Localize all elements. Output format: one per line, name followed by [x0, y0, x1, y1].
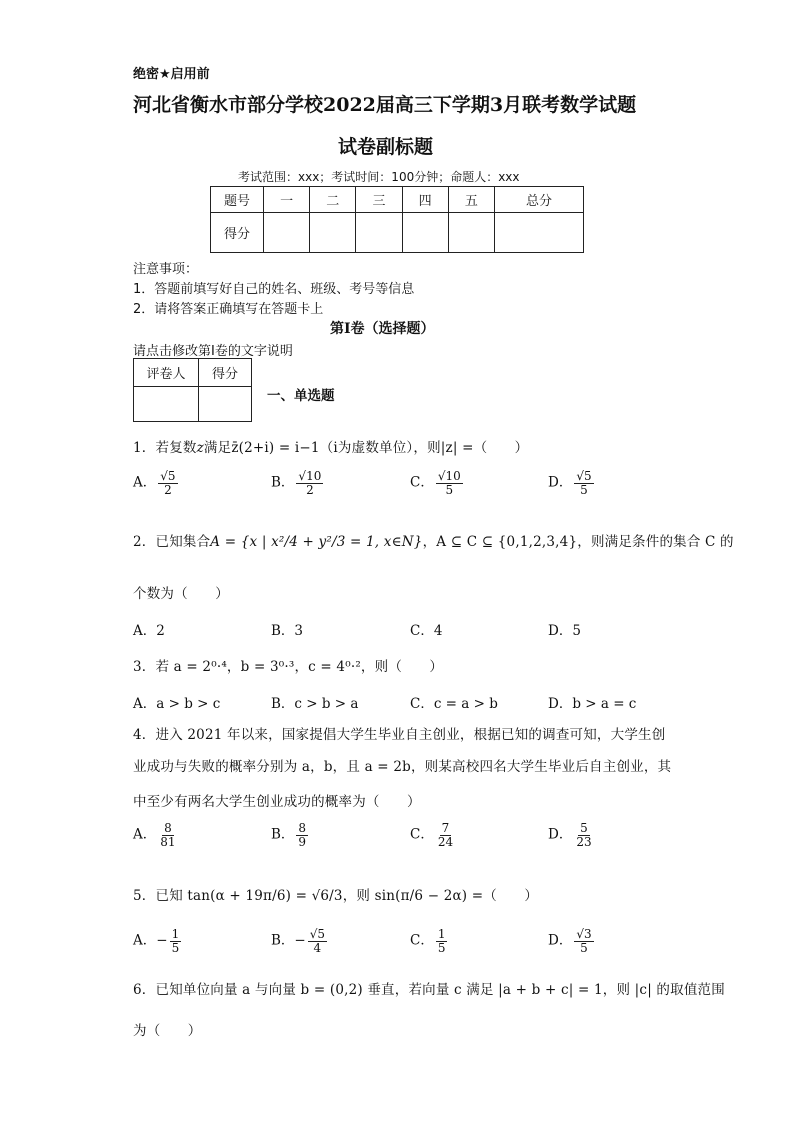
question-3: 3．若 a = 2⁰·⁴，b = 3⁰·³，c = 4⁰·²，则（ ）: [133, 659, 444, 675]
numerator: 5: [580, 821, 588, 835]
grader-label: 评卷人: [134, 359, 199, 387]
score-cell[interactable]: [448, 213, 494, 253]
score-table-header-cell: 总分: [494, 187, 583, 213]
score-table-header-cell: 四: [402, 187, 448, 213]
q2-text-2: ，A ⊆ C ⊆ {0,1,2,3,4}，则满足条件的集合 C 的: [422, 534, 734, 550]
numerator: √10: [437, 469, 461, 483]
q2-set-a: A = {x | x²/4 + y²/3 = 1, x∈N}: [210, 534, 423, 550]
score-row-label: 得分: [211, 213, 264, 253]
section-title: 第I卷（选择题）: [330, 321, 435, 337]
secret-label: 绝密★启用前: [133, 67, 210, 82]
q4-option-b[interactable]: [271, 822, 310, 848]
q5-option-b[interactable]: [271, 928, 329, 954]
q2-option-d[interactable]: D．5: [548, 623, 581, 639]
q1-option-d[interactable]: [548, 470, 596, 496]
numerator: 1: [437, 927, 446, 941]
option-label: D．: [548, 474, 573, 491]
q4-option-a[interactable]: [133, 822, 180, 848]
q5-option-c[interactable]: [410, 928, 449, 954]
q2-text-1: 2．已知集合: [133, 534, 211, 550]
q1-text-3: z̄(2+i) = i−1（i为虚数单位），则|z| =（ ）: [231, 440, 529, 456]
option-label: B．: [271, 474, 295, 491]
option-label: D．: [548, 826, 573, 843]
option-label: D．: [548, 932, 573, 949]
numerator: 8: [298, 821, 307, 835]
option-label: A．−: [133, 932, 168, 949]
exam-subtitle: 试卷副标题: [338, 136, 434, 158]
q2-option-a[interactable]: A．2: [133, 623, 165, 639]
q4-option-d[interactable]: [548, 822, 596, 848]
denominator: 2: [306, 482, 314, 497]
fraction: [158, 822, 177, 848]
question-4-line-2: 业成功与失败的概率分别为 a，b，且 a = 2b，则某高校四名大学生毕业后自主创业，其: [133, 759, 672, 775]
q1-var: z: [196, 440, 204, 456]
fraction: [574, 470, 593, 496]
score-table-header-cell: 一: [264, 187, 310, 213]
denominator: 4: [313, 940, 322, 955]
denominator: 24: [437, 834, 454, 849]
fraction: [436, 928, 448, 954]
score-cell[interactable]: [356, 213, 402, 253]
q2-option-b[interactable]: B．3: [271, 623, 304, 639]
fraction: [436, 470, 463, 496]
q1-option-a[interactable]: [133, 470, 180, 496]
score-cell[interactable]: [199, 387, 252, 422]
q3-option-d[interactable]: D．b > a = c: [548, 696, 637, 712]
score-table-header-cell: 题号: [211, 187, 264, 213]
q2-option-c[interactable]: C．4: [410, 623, 443, 639]
notes-item-1: 1．答题前填写好自己的姓名、班级、考号等信息: [133, 282, 415, 297]
score-table-header-cell: 三: [356, 187, 402, 213]
part-title: 一、单选题: [267, 388, 335, 404]
score-label: 得分: [199, 359, 252, 387]
score-cell[interactable]: [310, 213, 356, 253]
numerator: √5: [160, 469, 176, 483]
numerator: 7: [441, 821, 450, 835]
question-1: [133, 436, 528, 456]
denominator: 5: [580, 482, 588, 497]
score-cell[interactable]: [494, 213, 583, 253]
fraction: [574, 928, 593, 954]
question-4-line-3: 中至少有两名大学生创业成功的概率为（ ）: [133, 794, 421, 810]
question-4-line-1: 4．进入 2021 年以来，国家提倡大学生毕业自主创业，根据已知的调查可知，大学生创: [133, 727, 666, 743]
score-table-header-cell: 二: [310, 187, 356, 213]
score-table: [210, 186, 584, 253]
q1-text-1: 1．若复数: [133, 440, 197, 456]
fraction: [574, 822, 593, 848]
question-2-line-2: 个数为（ ）: [133, 586, 229, 602]
option-label: B．: [271, 826, 295, 843]
section-hint[interactable]: 请点击修改第I卷的文字说明: [133, 344, 293, 359]
q5-option-d[interactable]: [548, 928, 596, 954]
q4-option-c[interactable]: [410, 822, 457, 848]
fraction: [158, 470, 177, 496]
q3-option-a[interactable]: A．a > b > c: [133, 696, 221, 712]
question-6-line-1: 6．已知单位向量 a 与向量 b = (0,2) 垂直，若向量 c 满足 |a + b + c| = 1，则 |c| 的取值范围: [133, 982, 725, 998]
question-2: [133, 530, 734, 550]
option-label: C．: [410, 474, 434, 491]
fraction: [296, 822, 308, 848]
q1-text-2: 满足: [203, 440, 232, 456]
notes-item-2: 2．请将答案正确填写在答题卡上: [133, 302, 324, 317]
score-table-header-cell: 五: [448, 187, 494, 213]
option-label: A．: [133, 826, 157, 843]
fraction: [308, 928, 327, 954]
fraction: [296, 470, 323, 496]
denominator: 9: [298, 834, 307, 849]
denominator: 2: [164, 482, 172, 497]
numerator: √5: [309, 927, 326, 941]
numerator: √10: [298, 469, 322, 483]
denominator: 5: [445, 482, 454, 497]
numerator: √5: [576, 469, 592, 483]
denominator: 23: [576, 834, 592, 849]
option-label: A．: [133, 474, 157, 491]
grader-cell[interactable]: [134, 387, 199, 422]
question-5: 5．已知 tan(α + 19π/6) = √6/3，则 sin(π/6 − 2α) =（ ）: [133, 888, 539, 904]
notes-title: 注意事项：: [133, 262, 199, 277]
denominator: 81: [160, 834, 176, 849]
q5-option-a[interactable]: [133, 928, 183, 954]
numerator: √3: [576, 927, 592, 941]
option-label: C．: [410, 826, 434, 843]
question-6-line-2: 为（ ）: [133, 1023, 202, 1039]
q3-option-c[interactable]: C．c = a > b: [410, 696, 498, 712]
q1-option-c[interactable]: [410, 470, 465, 496]
denominator: 5: [171, 940, 180, 955]
option-label: C．: [410, 932, 434, 949]
numerator: 1: [171, 927, 180, 941]
q3-option-b[interactable]: B．c > b > a: [271, 696, 359, 712]
numerator: 8: [164, 821, 172, 835]
score-cell[interactable]: [402, 213, 448, 253]
denominator: 5: [580, 940, 588, 955]
score-cell[interactable]: [264, 213, 310, 253]
exam-info: 考试范围：xxx；考试时间：100分钟；命题人：xxx: [238, 170, 520, 184]
q1-option-b[interactable]: [271, 470, 325, 496]
option-label: B．−: [271, 932, 306, 949]
denominator: 5: [437, 940, 446, 955]
exam-title: 河北省衡水市部分学校2022届高三下学期3月联考数学试题: [133, 94, 637, 116]
grader-table: [133, 358, 252, 422]
fraction: [170, 928, 182, 954]
fraction: [436, 822, 455, 848]
